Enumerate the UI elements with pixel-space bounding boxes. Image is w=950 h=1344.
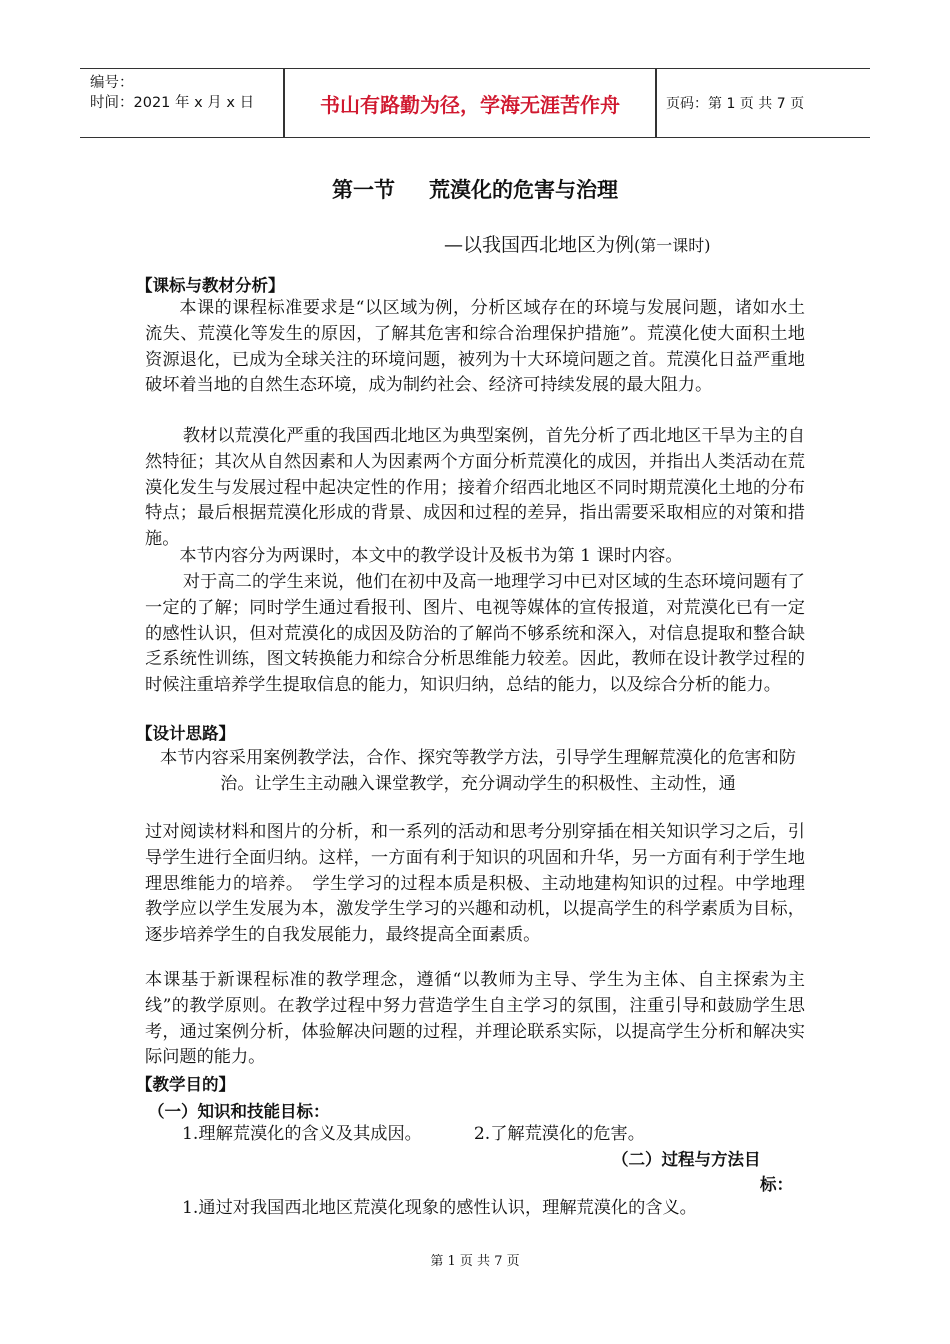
goal2-heading: （二）过程与方法目	[612, 1150, 761, 1169]
design-paragraph: 本课基于新课程标准的教学理念，遵循“以教师为主导、学生为主体、自主探索为主线”的教学原则。在教学过程中努力营造学生自主学习的氛围，注重引导和鼓励学生思考，通过案例分析，体验解决问题的过程，并理论联系实际，以提高学生分析和解决实际问题的能力。	[145, 970, 805, 1068]
page-footer: 第 1 页 共 7 页	[430, 1254, 520, 1269]
header-time-label: 时间：2021 年 x 月 x 日	[90, 95, 255, 111]
analysis-body	[145, 570, 805, 699]
design-body	[145, 968, 805, 1071]
subtitle-text: —以我国西北地区为例	[444, 234, 635, 256]
analysis-heading: 【课标与教材分析】	[136, 276, 285, 295]
goal1-heading: （一）知识和技能目标：	[148, 1102, 330, 1121]
design-paragraph: 过对阅读材料和图片的分析，和一系列的活动和思考分别穿插在相关知识学习之后，引导学生进行全面归纳。这样，一方面有利于知识的巩固和升华，另一方面有利于学生地理思维能力的培养。 学生学习的过程本质是积极、主动地建构知识的过程。中学地理教学应以学生发展为本，激发学生学习的兴趣和动机，以提高学生的科学素质为目标，逐步培养学生的自我发展能力，最终提高全面素质。	[145, 822, 805, 946]
goals-heading: 【教学目的】	[136, 1075, 235, 1094]
header-number-label: 编号：	[90, 75, 134, 91]
design-heading: 【设计思路】	[136, 724, 235, 743]
goal1-item: 2.了解荒漠化的危害。	[473, 1124, 645, 1144]
header-meta	[90, 73, 280, 113]
analysis-paragraph: 本节内容分为两课时，本文中的教学设计及板书为第 1 课时内容。	[179, 546, 683, 566]
page-subtitle	[444, 230, 711, 257]
header-divider	[655, 69, 657, 137]
analysis-body	[145, 424, 805, 553]
analysis-paragraph: 本课的课程标准要求是“以区域为例，分析区域存在的环境与发展问题，诸如水土流失、荒漠化等发生的原因，了解其危害和综合治理保护措施”。荒漠化使大面积土地资源退化，已成为全球关注的环境问题，被列为十大环境问题之首。荒漠化日益严重地破坏着当地的自然生态环境，成为制约社会、经济可持续发展的最大阻力。	[145, 298, 805, 396]
title-section-number: 第一节	[332, 178, 395, 202]
document-header	[80, 68, 870, 138]
analysis-paragraph: 教材以荒漠化严重的我国西北地区为典型案例，首先分析了西北地区干旱为主的自然特征；其次从自然因素和人为因素两个方面分析荒漠化的成因，并指出人类活动在荒漠化发生与发展过程中起决定性的作用；接着介绍西北地区不同时期荒漠化土地的分布特点；最后根据荒漠化形成的背景、成因和过程的差异，指出需要采取相应的对策和措施。	[145, 426, 805, 550]
header-motto: 书山有路勤为径，学海无涯苦作舟	[320, 92, 620, 117]
goal2-item: 1.通过对我国西北地区荒漠化现象的感性认识，理解荒漠化的含义。	[182, 1198, 697, 1218]
design-body	[158, 746, 798, 798]
subtitle-note: (第一课时)	[634, 236, 711, 255]
analysis-body	[145, 296, 805, 399]
design-paragraph: 本节内容采用案例教学法，合作、探究等教学方法，引导学生理解荒漠化的危害和防治。让学生主动融入课堂教学，充分调动学生的积极性、主动性，通	[160, 748, 796, 794]
goal2-heading-cont: 标：	[760, 1175, 793, 1194]
goal1-items	[182, 1122, 782, 1148]
goal2-items	[182, 1196, 802, 1222]
title-text: 荒漠化的危害与治理	[429, 178, 618, 202]
header-page-info: 页码：第 1 页 共 7 页	[666, 96, 805, 112]
analysis-paragraph: 对于高二的学生来说，他们在初中及高一地理学习中已对区域的生态环境问题有了一定的了解；同时学生通过看报刊、图片、电视等媒体的宣传报道，对荒漠化已有一定的感性认识，但对荒漠化的成因及防治的了解尚不够系统和深入，对信息提取和整合缺乏系统性训练，图文转换能力和综合分析思维能力较差。因此，教师在设计教学过程的时候注重培养学生提取信息的能力，知识归纳，总结的能力，以及综合分析的能力。	[145, 572, 805, 696]
goal1-item: 1.理解荒漠化的含义及其成因。	[182, 1124, 422, 1144]
analysis-body	[145, 544, 805, 570]
page-title	[0, 174, 950, 204]
design-body	[145, 820, 805, 949]
